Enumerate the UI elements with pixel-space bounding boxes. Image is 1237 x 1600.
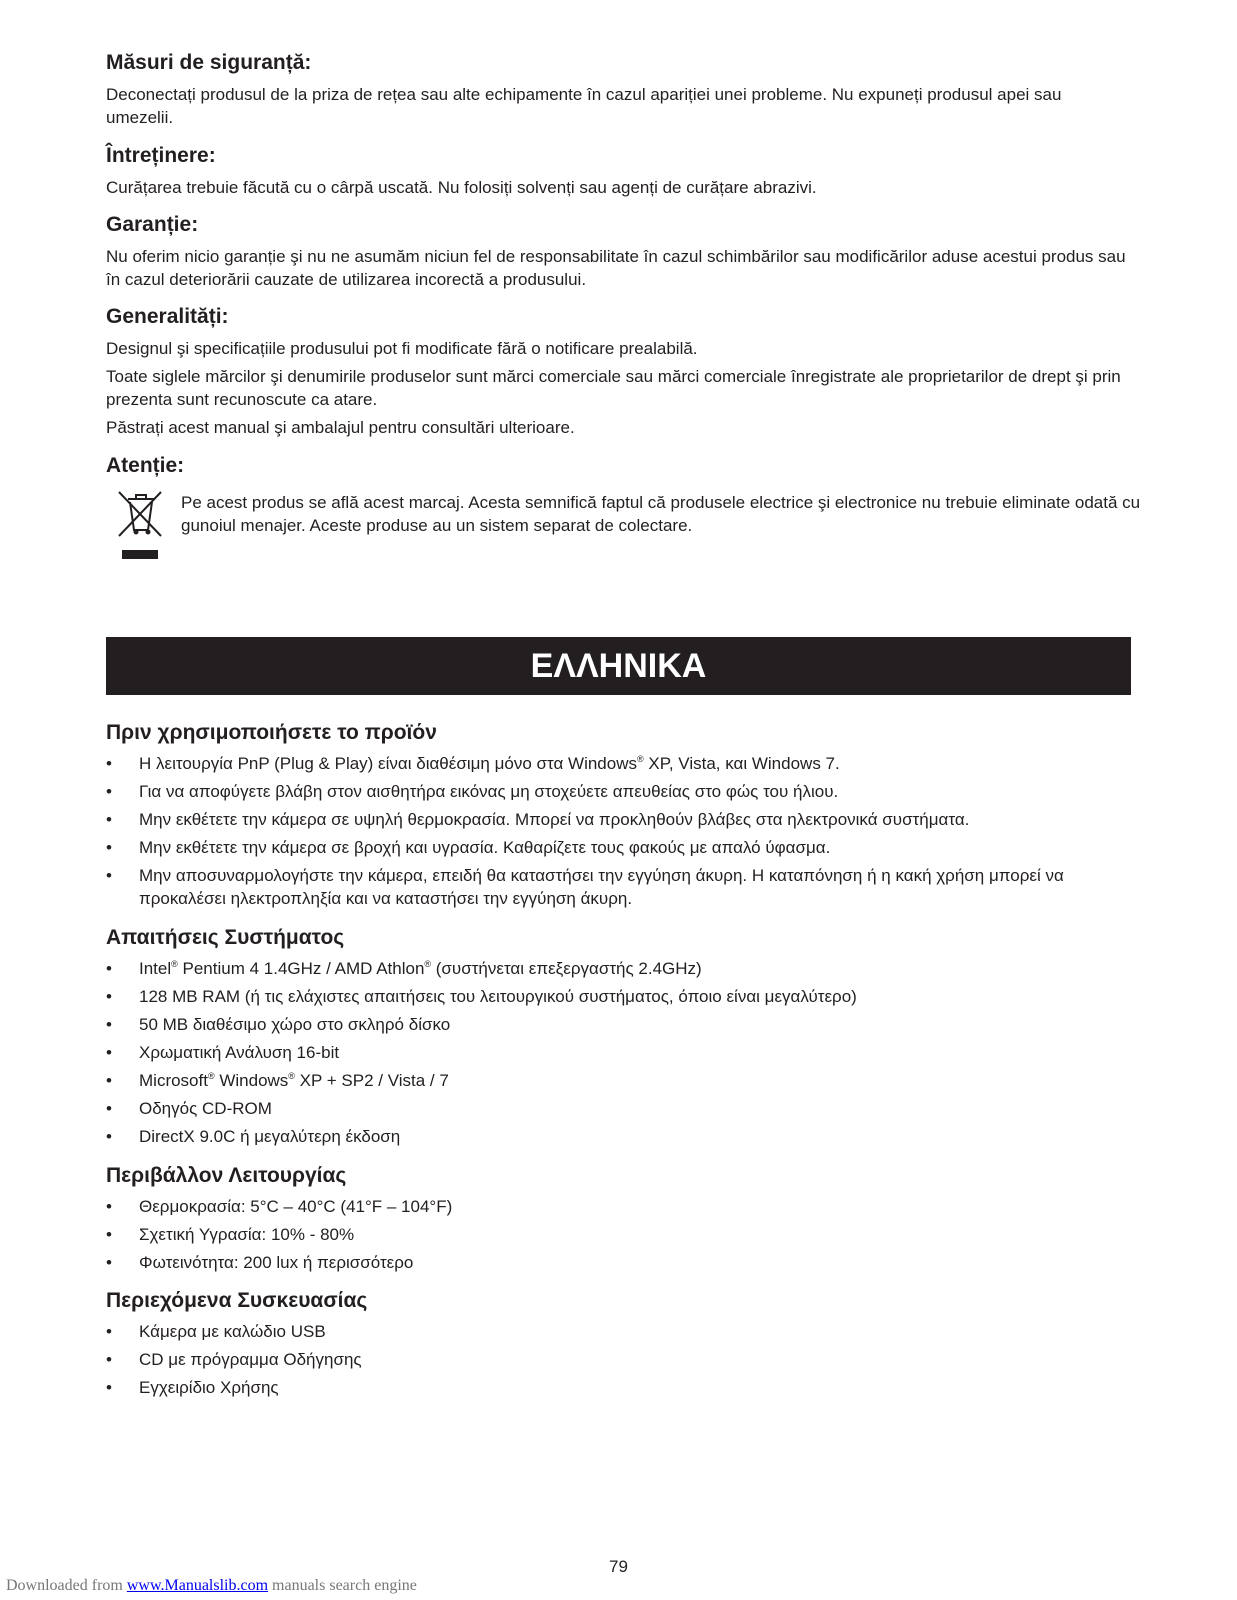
heading-atentie: Atenție: xyxy=(106,454,185,477)
list-before-use xyxy=(106,752,1126,910)
list-item: • Θερμοκρασία: 5°C – 40°C (41°F – 104°F) xyxy=(106,1195,1126,1218)
section-environment xyxy=(106,1163,1126,1279)
list-item: • CD με πρόγραμμα Οδήγησης xyxy=(106,1348,1126,1371)
page-number: 79 xyxy=(609,1557,628,1576)
list-requirements xyxy=(106,957,1126,1148)
heading-requirements: Απαιτήσεις Συστήματος xyxy=(106,926,345,949)
section-intretinere xyxy=(106,143,1126,199)
heading-intretinere: Întreținere: xyxy=(106,144,216,167)
text-generalitati-2: Toate siglele mărcilor şi denumirile produselor sunt mărci comerciale sau mărci comerciale înregistrate ale proprietarilor de drept şi prin prezenta sunt recunoscute ca atare. xyxy=(106,367,1121,409)
section-contents xyxy=(106,1288,1126,1404)
heading-masuri: Măsuri de siguranță: xyxy=(106,51,312,74)
list-item: • 128 MB RAM (ή τις ελάχιστες απαιτήσεις του λειτουργικού συστήματος, όποιο είναι μεγαλύτερο) xyxy=(106,985,1126,1008)
list-item: • DirectX 9.0C ή μεγαλύτερη έκδοση xyxy=(106,1125,1126,1148)
list-contents xyxy=(106,1320,1126,1399)
heading-generalitati: Generalități: xyxy=(106,305,229,328)
list-item: • Microsoft® Windows® XP + SP2 / Vista / 7 xyxy=(106,1069,1126,1092)
heading-environment: Περιβάλλον Λειτουργίας xyxy=(106,1164,347,1187)
footer-suffix: manuals search engine xyxy=(268,1577,417,1594)
section-generalitati xyxy=(106,304,1126,439)
heading-garantie: Garanție: xyxy=(106,213,199,236)
list-environment xyxy=(106,1195,1126,1274)
list-item: • Για να αποφύγετε βλάβη στον αισθητήρα εικόνας μη στοχεύετε απευθείας στο φώς του ήλιου. xyxy=(106,780,1126,803)
footer-prefix: Downloaded from xyxy=(6,1577,127,1594)
text-intretinere: Curățarea trebuie făcută cu o cârpă uscată. Nu folosiți solvenți sau agenți de curățare abrazivi. xyxy=(106,178,817,197)
text-generalitati-1: Designul şi specificațiile produsului pot fi modificate fără o notificare prealabilă. xyxy=(106,339,698,358)
text-garantie: Nu oferim nicio garanție şi nu ne asumăm niciun fel de responsabilitate în cazul schimbărilor sau modificărilor aduse acestui produs sau în cazul deteriorării cauzate de utilizarea incorectă a produsului. xyxy=(106,247,1126,289)
download-footer xyxy=(6,1577,417,1595)
heading-before-use: Πριν χρησιμοποιήσετε το προϊόν xyxy=(106,721,437,744)
section-masuri xyxy=(106,50,1126,129)
list-item: • Μην εκθέτετε την κάμερα σε βροχή και υγρασία. Καθαρίζετε τους φακούς με απαλό ύφασμα. xyxy=(106,836,1126,859)
manualslib-link[interactable]: www.Manualslib.com xyxy=(126,1577,269,1594)
list-item: • Κάμερα με καλώδιο USB xyxy=(106,1320,1126,1343)
list-item: • Μην εκθέτετε την κάμερα σε υψηλή θερμοκρασία. Μπορεί να προκληθούν βλάβες στα ηλεκτρονικά συστήματα. xyxy=(106,808,1126,831)
section-atentie xyxy=(106,453,1141,537)
list-item: • Εγχειρίδιο Χρήσης xyxy=(106,1376,1126,1399)
section-requirements xyxy=(106,925,1126,1153)
section-before-use xyxy=(106,720,1126,915)
text-atentie: Pe acest produs se află acest marcaj. Acesta semnifică faptul că produsele electrice şi electronice nu trebuie eliminate odată cu gunoiul menajer. Aceste produse au un sistem separat de colectare. xyxy=(181,493,1141,535)
list-item: • Η λειτουργία PnP (Plug & Play) είναι διαθέσιμη μόνο στα Windows® XP, Vista, και Windows 7. xyxy=(106,752,1126,775)
list-item: • Οδηγός CD-ROM xyxy=(106,1097,1126,1120)
section-garantie xyxy=(106,212,1126,291)
list-item: • Χρωματική Ανάλυση 16-bit xyxy=(106,1041,1126,1064)
list-item: • 50 MB διαθέσιμο χώρο στο σκληρό δίσκο xyxy=(106,1013,1126,1036)
heading-contents: Περιεχόμενα Συσκευασίας xyxy=(106,1289,368,1312)
list-item: • Intel® Pentium 4 1.4GHz / AMD Athlon® (συστήνεται επεξεργαστής 2.4GHz) xyxy=(106,957,1126,980)
list-item: • Μην αποσυναρμολογήστε την κάμερα, επειδή θα καταστήσει την εγγύηση άκυρη. Η καταπόνηση ή η κακή χρήση μπορεί να προκαλέσει ηλεκτροπληξία και να καταστήσει την εγγύηση άκυρη. xyxy=(106,864,1126,910)
list-item: • Φωτεινότητα: 200 lux ή περισσότερο xyxy=(106,1251,1126,1274)
weee-crossed-bin-icon xyxy=(116,490,164,562)
list-item: • Σχετική Υγρασία: 10% - 80% xyxy=(106,1223,1126,1246)
text-generalitati-3: Păstrați acest manual şi ambalajul pentru consultări ulterioare. xyxy=(106,418,575,437)
language-banner: ΕΛΛΗΝΙΚΑ xyxy=(106,637,1131,695)
text-masuri: Deconectați produsul de la priza de rețea sau alte echipamente în cazul apariției unei probleme. Nu expuneți produsul apei sau umezelii. xyxy=(106,85,1062,127)
